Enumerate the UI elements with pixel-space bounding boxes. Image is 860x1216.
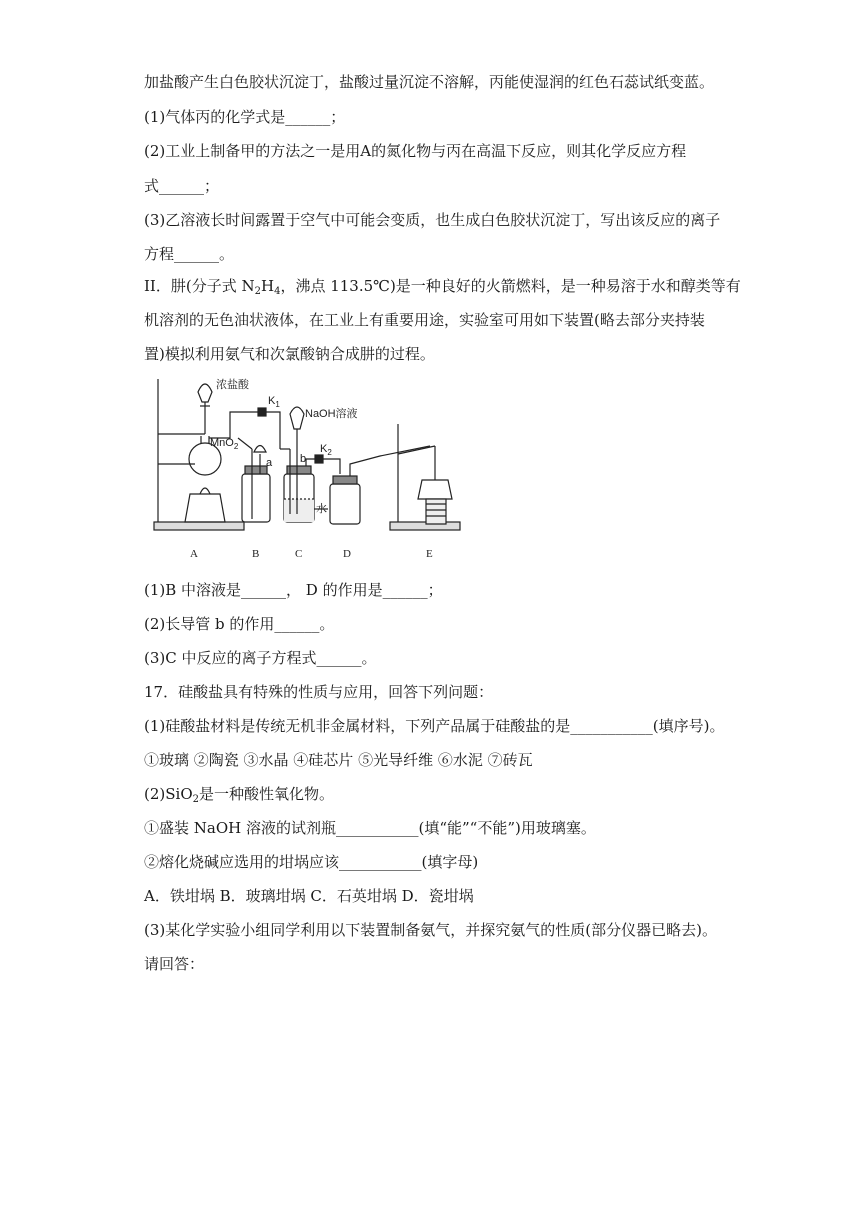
funnel-b xyxy=(254,446,266,453)
section-ii-line-3: 置)模拟利用氨气和次氯酸钠合成肼的过程。 xyxy=(144,345,435,363)
tube-a xyxy=(209,412,280,438)
label-k1: $K_1$ xyxy=(268,395,280,409)
question-17-2: (2)SiO$_2$是一种酸性氧化物。 xyxy=(144,785,335,805)
question-17-1-options: ①玻璃 ②陶瓷 ③水晶 ④硅芯片 ⑤光导纤维 ⑥水泥 ⑦砖瓦 xyxy=(144,751,533,769)
label-water: 水 xyxy=(316,503,327,515)
caption-c: C xyxy=(295,548,303,560)
bottle-b xyxy=(242,474,270,522)
question-17-2-options: A．铁坩埚 B．玻璃坩埚 C．石英坩埚 D．瓷坩埚 xyxy=(144,887,474,905)
section-ii-line-2: 机溶剂的无色油状液体，在工业上有重要用途，实验室可用如下装置(略去部分夹持装 xyxy=(144,311,705,329)
label-hcl: 浓盐酸 xyxy=(216,379,249,391)
label-mno2: MnO$_2$ xyxy=(210,437,239,451)
question-ii-1: (1)B 中溶液是______， D 的作用是______； xyxy=(144,581,443,599)
label-a: a xyxy=(266,457,273,469)
question-17-3-answer: 请回答： xyxy=(144,955,205,973)
question-1-2-cont: 式______； xyxy=(144,177,220,195)
label-b: b xyxy=(300,453,307,465)
section-ii-intro: II．肼(分子式 $N_2H_4$，沸点 113.5℃)是一种良好的火箭燃料，是一种易溶于水和醇类等有 xyxy=(144,277,741,297)
caption-e: E xyxy=(426,548,433,560)
question-1-2: (2)工业上制备甲的方法之一是用A的氮化物与丙在高温下反应，则其化学反应方程 xyxy=(144,142,687,160)
caption-b: B xyxy=(252,548,260,560)
question-1-3: (3)乙溶液长时间露置于空气中可能会变质，也生成白色胶状沉淀丁，写出该反应的离子 xyxy=(144,211,721,229)
stand-base-a xyxy=(154,522,244,530)
valve-k2 xyxy=(315,455,323,463)
burner-a xyxy=(185,494,225,522)
question-1-3-cont: 方程______。 xyxy=(144,245,235,263)
question-ii-3: (3)C 中反应的离子方程式______。 xyxy=(144,649,377,667)
question-17-3: (3)某化学实验小组同学利用以下装置制备氨气，并探究氨气的性质(部分仪器已略去)。 xyxy=(144,921,717,939)
bottle-d xyxy=(330,484,360,524)
funnel-c xyxy=(290,407,304,429)
label-naoh: NaOH溶液 xyxy=(305,408,358,420)
question-17-title: 17．硅酸盐具有特殊的性质与应用，回答下列问题： xyxy=(144,683,494,701)
apparatus-diagram xyxy=(150,374,470,564)
valve-k1 xyxy=(258,408,266,416)
text-line-1: 加盐酸产生白色胶状沉淀丁，盐酸过量沉淀不溶解，丙能使湿润的红色石蕊试纸变蓝。 xyxy=(144,73,715,91)
tube-d-e xyxy=(350,446,430,476)
question-17-2-a: ①盛装 NaOH 溶液的试剂瓶___________(填“能”“不能”)用玻璃塞。 xyxy=(144,819,596,837)
caption-d: D xyxy=(343,548,351,560)
question-17-1: (1)硅酸盐材料是传统无机非金属材料，下列产品属于硅酸盐的是___________(填序号)。 xyxy=(144,717,725,735)
stand-base-e xyxy=(390,522,460,530)
burner-e xyxy=(426,499,446,524)
question-17-2-b: ②熔化烧碱应选用的坩埚应该___________(填字母) xyxy=(144,853,479,871)
question-1-1: (1)气体丙的化学式是______； xyxy=(144,108,346,126)
funnel-a xyxy=(198,384,212,402)
label-k2: $K_2$ xyxy=(320,443,332,457)
flask-e xyxy=(418,480,452,499)
caption-a: A xyxy=(190,548,198,560)
question-ii-2: (2)长导管 b 的作用______。 xyxy=(144,615,335,633)
